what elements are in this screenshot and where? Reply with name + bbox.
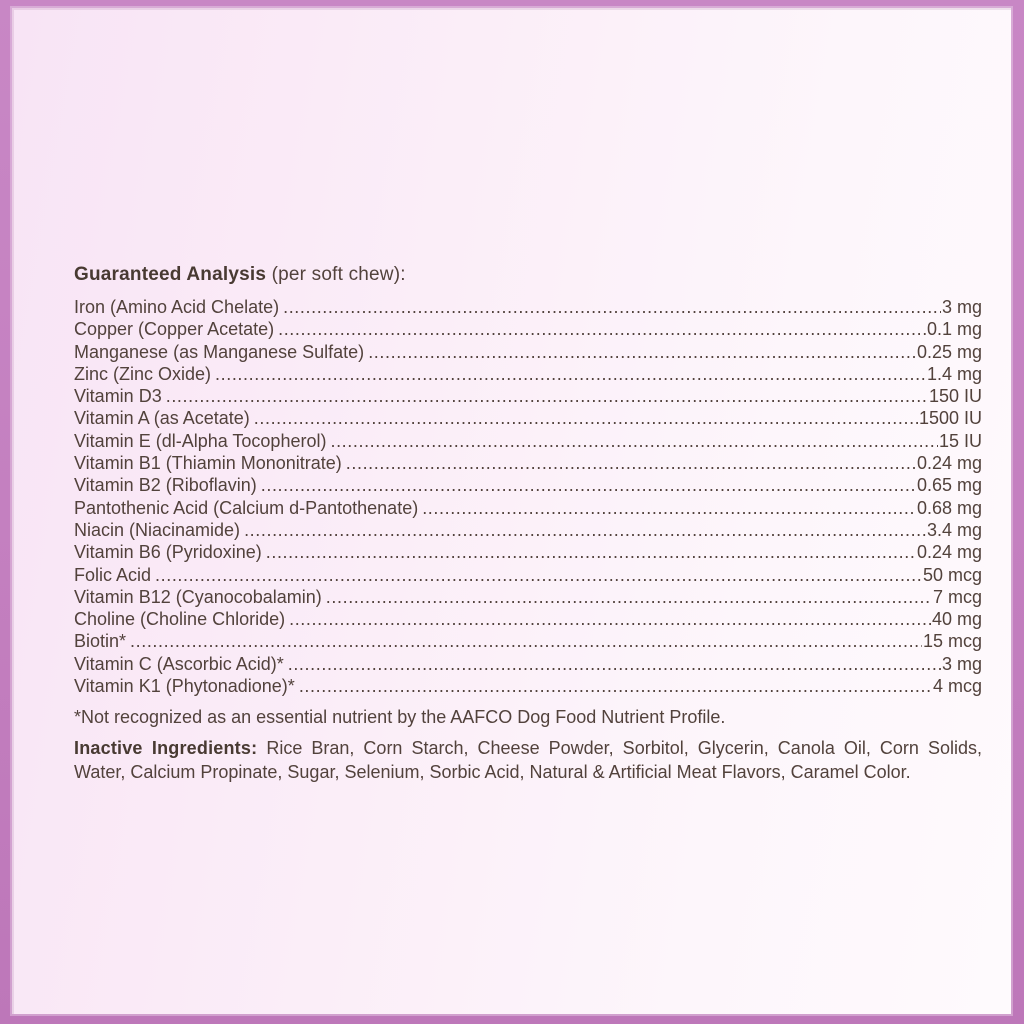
- nutrient-value: 3 mg: [941, 653, 982, 674]
- nutrient-name: Vitamin B1 (Thiamin Mononitrate): [74, 453, 342, 474]
- nutrient-name: Vitamin K1 (Phytonadione)*: [74, 676, 295, 697]
- table-row: [74, 630, 982, 652]
- dot-leader: [266, 541, 916, 563]
- nutrient-value: 0.65 mg: [916, 475, 982, 496]
- nutrient-name: Pantothenic Acid (Calcium d-Pantothenate): [74, 497, 419, 518]
- nutrient-name: Zinc (Zinc Oxide): [74, 363, 212, 384]
- nutrient-name: Vitamin B12 (Cyanocobalamin): [74, 586, 322, 607]
- dot-leader: [299, 675, 932, 697]
- nutrient-value: 15 IU: [938, 430, 982, 451]
- nutrient-value: 0.68 mg: [916, 497, 982, 518]
- nutrient-name: Choline (Choline Chloride): [74, 609, 286, 630]
- table-row: [74, 586, 982, 608]
- nutrient-name: Biotin*: [74, 631, 127, 652]
- dot-leader: [261, 474, 916, 496]
- nutrient-name: Vitamin D3: [74, 386, 162, 407]
- nutrient-name: Vitamin C (Ascorbic Acid)*: [74, 653, 284, 674]
- nutrient-value: 150 IU: [928, 386, 982, 407]
- table-row: [74, 407, 982, 429]
- dot-leader: [368, 341, 916, 363]
- dot-leader: [288, 653, 941, 675]
- table-row: [74, 318, 982, 340]
- table-row: [74, 430, 982, 452]
- nutrient-name: Vitamin B6 (Pyridoxine): [74, 542, 262, 563]
- nutrient-value: 40 mg: [931, 609, 982, 630]
- inactive-ingredients-text: Rice Bran, Corn Starch, Cheese Powder, Sorbitol, Glycerin, Canola Oil, Corn Solids, Water, Calcium Propinate, Sugar, Selenium, Sorbic Acid, Natural & Artificial Meat Flavors, Caramel Color.: [74, 738, 982, 782]
- nutrient-value: 0.24 mg: [916, 453, 982, 474]
- nutrient-value: 3 mg: [941, 297, 982, 317]
- dot-leader: [155, 564, 922, 586]
- table-row: [74, 653, 982, 675]
- nutrient-name: Copper (Copper Acetate): [74, 319, 275, 340]
- table-row: [74, 296, 982, 318]
- table-row: [74, 385, 982, 407]
- dot-leader: [346, 452, 916, 474]
- nutrient-name: Manganese (as Manganese Sulfate): [74, 341, 365, 362]
- nutrient-name: Vitamin A (as Acetate): [74, 408, 250, 429]
- section-title-suffix: (per soft chew):: [266, 264, 406, 285]
- section-title-text: Guaranteed Analysis: [74, 264, 267, 285]
- inactive-ingredients-heading: Inactive Ingredients:: [74, 738, 258, 759]
- nutrient-value: 1.4 mg: [926, 363, 982, 384]
- aafco-footnote: *Not recognized as an essential nutrient by the AAFCO Dog Food Nutrient Profile.: [74, 707, 726, 728]
- nutrient-name: Vitamin E (dl-Alpha Tocopherol): [74, 430, 327, 451]
- dot-leader: [283, 296, 941, 318]
- dot-leader: [330, 430, 938, 452]
- table-row: [74, 564, 982, 586]
- dot-leader: [130, 630, 922, 652]
- dot-leader: [289, 608, 931, 630]
- label-panel: [12, 8, 1011, 1014]
- dot-leader: [215, 363, 926, 385]
- guaranteed-analysis-table: [74, 296, 982, 697]
- label-content: [74, 263, 982, 785]
- inactive-ingredients-paragraph: [74, 737, 982, 784]
- dot-leader: [166, 385, 928, 407]
- dot-leader: [244, 519, 926, 541]
- table-row: [74, 608, 982, 630]
- nutrient-value: 15 mcg: [922, 631, 982, 652]
- nutrient-value: 3.4 mg: [926, 519, 982, 540]
- nutrient-value: 50 mcg: [922, 564, 982, 585]
- nutrient-name: Vitamin B2 (Riboflavin): [74, 475, 257, 496]
- table-row: [74, 675, 982, 697]
- nutrient-value: 1500 IU: [918, 408, 982, 429]
- dot-leader: [326, 586, 932, 608]
- nutrient-value: 7 mcg: [932, 586, 982, 607]
- table-row: [74, 497, 982, 519]
- nutrient-name: Iron (Amino Acid Chelate): [74, 297, 280, 317]
- table-row: [74, 363, 982, 385]
- nutrient-value: 0.24 mg: [916, 542, 982, 563]
- dot-leader: [254, 407, 918, 429]
- table-row: [74, 541, 982, 563]
- table-row: [74, 341, 982, 363]
- table-row: [74, 452, 982, 474]
- dot-leader: [422, 497, 916, 519]
- dot-leader: [278, 318, 926, 340]
- nutrient-value: 0.1 mg: [926, 319, 982, 340]
- table-row: [74, 474, 982, 496]
- nutrient-name: Niacin (Niacinamide): [74, 519, 241, 540]
- section-title: [74, 263, 982, 287]
- nutrient-value: 0.25 mg: [916, 341, 982, 362]
- nutrient-name: Folic Acid: [74, 564, 152, 585]
- nutrient-value: 4 mcg: [932, 676, 982, 697]
- table-row: [74, 519, 982, 541]
